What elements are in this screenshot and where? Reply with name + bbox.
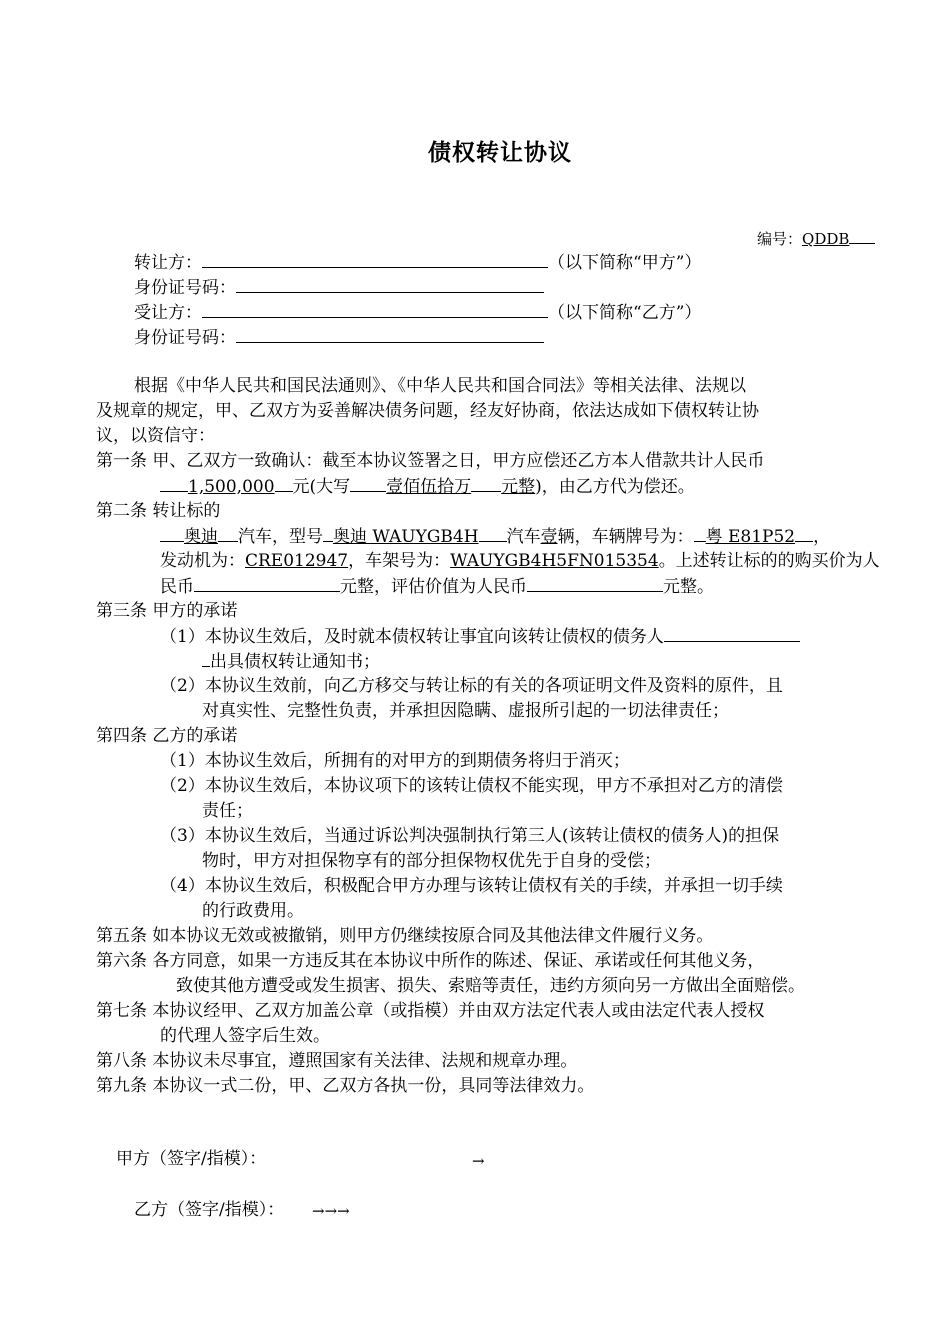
article-4-item-3: （3）本协议生效后，当通过诉讼判决强制执行第三人(该转让债权的债务人)的担保	[160, 826, 780, 846]
article-3-item-1	[160, 624, 800, 649]
article-4-item-1: （1）本协议生效后，所拥有的对甲方的到期债务将归于消灭；	[160, 751, 630, 771]
transferee-note: （以下简称“乙方”）	[548, 303, 702, 323]
article-6-cont: 致使其他方遭受或发生损害、损失、索赔等责任，违约方须向另一方做出全面赔偿。	[176, 976, 805, 996]
car-count-post: 辆，车辆牌号为：	[557, 527, 694, 547]
transferor-id-line	[134, 275, 544, 300]
price-text: 。上述转让标的的购买价为人	[658, 551, 880, 571]
transferor-blank	[202, 250, 548, 268]
engine-label: 发动机为：	[160, 551, 245, 571]
purchase-price-blank	[194, 574, 340, 592]
brand-pad	[160, 524, 184, 542]
article-7: 第七条 本协议经甲、乙双方加盖公章（或指模）并由双方法定代表人或由法定代表人授权	[96, 1001, 765, 1021]
plate-comma: ，	[813, 527, 831, 547]
transferee-blank	[202, 300, 548, 318]
contract-number-blank	[849, 226, 875, 244]
party-b-signature-label: 乙方（签字/指模）：	[134, 1200, 285, 1220]
article-2-vehicle-line	[160, 524, 830, 549]
article-4: 第四条 乙方的承诺	[96, 726, 238, 746]
contract-number-label: 编号：	[757, 230, 803, 248]
loan-amount: 1,500,000	[188, 477, 275, 497]
id-blank	[236, 275, 544, 293]
id-label: 身份证号码：	[134, 278, 236, 298]
yuan-capital-label: 元(大写	[292, 477, 351, 497]
yuan-zheng-end: 元整。	[663, 577, 714, 597]
article-9: 第九条 本协议一式二份，甲、乙双方各执一份，具同等法律效力。	[96, 1076, 595, 1096]
vehicle-model: 奥迪 WAUYGB4H	[333, 527, 479, 547]
article-4-item-2-cont: 责任；	[202, 801, 253, 821]
article-1: 第一条 甲、乙双方一致确认：截至本协议签署之日，甲方应偿还乙方本人借款共计人民币	[96, 451, 765, 471]
article-5: 第五条 如本协议无效或被撤销，则甲方仍继续按原合同及其他法律文件履行义务。	[96, 926, 714, 946]
article-4-item-4: （4）本协议生效后，积极配合甲方办理与该转让债权有关的手续，并承担一切手续	[160, 876, 783, 896]
preamble-line: 及规章的规定，甲、乙双方为妥善解决债务问题，经友好协商，依法达成如下债权转让协	[96, 401, 759, 421]
transferee-label: 受让方：	[134, 303, 202, 323]
amount-pad	[160, 474, 188, 492]
brand-pad	[218, 524, 238, 542]
transferor-line	[134, 250, 701, 275]
article-2-price-line	[160, 574, 714, 599]
transferor-note: （以下简称“甲方”）	[548, 253, 702, 273]
preamble-line: 议，以资信守：	[96, 426, 215, 446]
amount-pad	[275, 474, 293, 492]
frame-label: ，车架号为：	[348, 551, 451, 571]
rmb-label: 民币	[160, 577, 194, 597]
party-a-signature-label: 甲方（签字/指模）：	[116, 1149, 267, 1169]
article-1-tail: )，由乙方代为偿还。	[535, 477, 695, 497]
article-6: 第六条 各方同意，如果一方违反其在本协议中所作的陈述、保证、承诺或任何其他义务，	[96, 951, 765, 971]
article-8: 第八条 本协议未尽事宜，遵照国家有关法律、法规和规章办理。	[96, 1051, 578, 1071]
transferee-id-line	[134, 325, 544, 350]
party-b-signature-mark: →→→	[312, 1202, 350, 1220]
article-7-cont: 的代理人签字后生效。	[160, 1026, 330, 1046]
party-a-signature-mark: →	[472, 1152, 485, 1170]
debtor-blank-tail	[202, 649, 210, 667]
article-3-item-2: （2）本协议生效前，向乙方移交与转让标的有关的各项证明文件及资料的原件，且	[160, 676, 783, 696]
debtor-blank	[664, 624, 800, 642]
frame-number: WAUYGB4H5FN015354	[450, 551, 659, 571]
article-4-item-2: （2）本协议生效后，本协议项下的该转让债权不能实现，甲方不承担对乙方的清偿	[160, 776, 783, 796]
item-text: 出具债权转让通知书；	[210, 652, 380, 672]
model-pad	[323, 524, 333, 542]
amount-cn-pad	[350, 474, 386, 492]
article-2: 第二条 转让标的	[96, 501, 221, 521]
item-text: （1）本协议生效后，及时就本债权转让事宜向该转让债权的债务人	[160, 627, 664, 647]
article-4-item-4-cont: 的行政费用。	[202, 901, 304, 921]
engine-number: CRE012947	[245, 551, 349, 571]
contract-number-value: QDDB	[802, 230, 850, 248]
loan-amount-cn: 壹佰伍拾万	[386, 477, 472, 497]
plate-pad	[795, 524, 813, 542]
car-count: 壹	[540, 527, 558, 547]
amount-cn-pad	[471, 474, 501, 492]
transferee-line	[134, 300, 701, 325]
car-count-pre: 汽车	[506, 527, 541, 547]
id-label: 身份证号码：	[134, 328, 236, 348]
plate-pad	[694, 524, 706, 542]
article-3-item-2-cont: 对真实性、完整性负责，并承担因隐瞒、虚报所引起的一切法律责任；	[202, 701, 729, 721]
car-model-label: 汽车，型号	[238, 527, 323, 547]
yuan-zheng: 元整	[501, 477, 536, 497]
preamble-line: 根据《中华人民共和国民法通则》、《中华人民共和国合同法》等相关法律、法规以	[134, 376, 746, 396]
document-title: 债权转让协议	[428, 139, 572, 166]
transferor-label: 转让方：	[134, 253, 202, 273]
model-pad	[479, 524, 507, 542]
article-2-engine-line	[160, 549, 880, 573]
plate-number: 粤 E81P52	[705, 527, 796, 547]
id-blank	[236, 325, 544, 343]
article-1-amount-line	[160, 474, 695, 499]
article-3-item-1-cont	[202, 649, 380, 674]
valuation-text: 元整，评估价值为人民币	[340, 577, 527, 597]
contract-number	[757, 226, 875, 251]
article-4-item-3-cont: 物时，甲方对担保物享有的部分担保物权优先于自身的受偿；	[202, 851, 661, 871]
vehicle-brand: 奥迪	[184, 527, 218, 547]
valuation-blank	[527, 574, 663, 592]
article-3: 第三条 甲方的承诺	[96, 601, 238, 621]
